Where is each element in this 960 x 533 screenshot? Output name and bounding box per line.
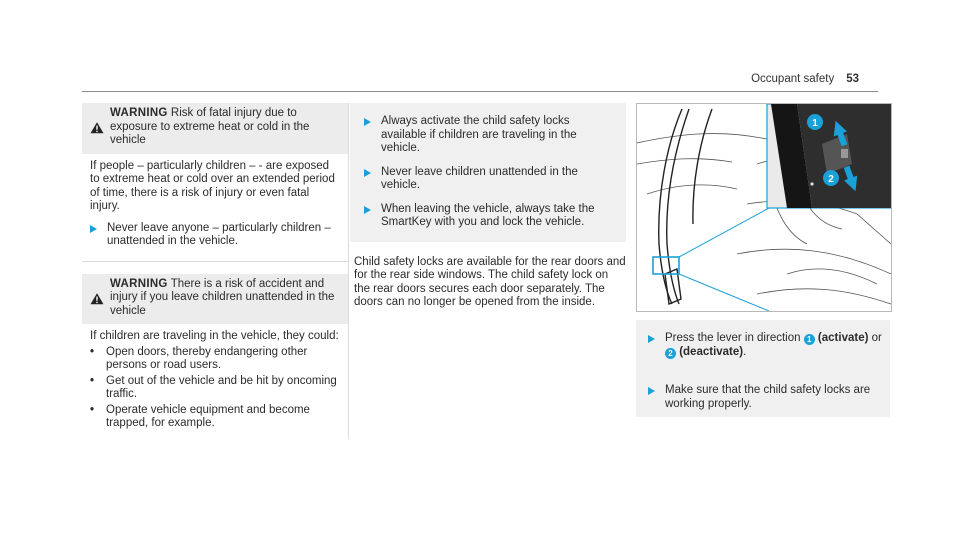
running-head <box>751 73 859 85</box>
warning-triangle-icon <box>90 279 104 319</box>
badge-2-label: 2 <box>828 174 834 185</box>
warning-step <box>90 222 340 249</box>
instruction-step-text: Never leave children unattended in the vehicle. <box>381 165 578 191</box>
direction-badge-2: 2 <box>665 348 676 359</box>
list-item-text: Operate vehicle equipment and become trapped, for example. <box>106 403 310 429</box>
or-text: or <box>871 332 882 344</box>
child-safety-steps-box <box>350 103 626 242</box>
step-arrow-icon <box>364 206 371 214</box>
list-item-text: Get out of the vehicle and be hit by oncoming traffic. <box>106 374 337 400</box>
instruction-step-text: Make sure that the child safety locks are working properly. <box>665 384 871 410</box>
warnings-column <box>82 103 348 439</box>
divider <box>82 261 348 262</box>
step-arrow-icon <box>90 225 97 233</box>
warning-box-heat <box>82 103 348 257</box>
period-text: . <box>743 345 747 358</box>
instruction-step <box>364 203 616 230</box>
step-arrow-icon <box>364 169 371 177</box>
list-item <box>90 375 340 402</box>
instruction-step-text: When leaving the vehicle, always take the SmartKey with you and lock the vehicle. <box>381 202 595 228</box>
child-safety-paragraph: Child safety locks are available for the rear doors and for the rear side windows. The child safety lock on the rear doors secures each door separately. The doors can no longer be opened from the inside. <box>354 255 626 308</box>
step-arrow-icon <box>648 387 655 395</box>
instruction-step <box>648 332 882 359</box>
header-rule <box>82 91 878 92</box>
child-lock-illustration <box>636 103 892 312</box>
bullet-icon: • <box>90 374 95 387</box>
warning-body-text: If children are traveling in the vehicle, they could: <box>90 330 339 342</box>
warning-title-text: Risk of fatal injury due to exposure to extreme heat or cold in the vehicle <box>110 107 310 146</box>
warning-bullet-list <box>90 346 340 431</box>
instruction-step-text <box>665 332 882 359</box>
instruction-step <box>364 115 616 156</box>
step-arrow-icon <box>364 118 371 126</box>
warning-header <box>82 103 348 154</box>
instruction-step <box>364 166 616 193</box>
deactivate-label: (deactivate) <box>679 345 744 358</box>
warning-triangle-icon <box>90 108 104 148</box>
lever-steps-box-cont <box>636 384 890 417</box>
car-door-drawing <box>637 104 891 311</box>
step-text: Press the lever in direction <box>665 332 801 344</box>
instruction-step <box>648 384 882 411</box>
child-safety-column <box>350 103 626 310</box>
list-item <box>90 346 340 373</box>
step-arrow-icon <box>648 335 655 343</box>
warning-box-unattended <box>82 274 348 439</box>
list-item-text: Open doors, thereby endangering other persons or road users. <box>106 345 308 371</box>
warning-title <box>110 278 342 319</box>
column-divider <box>348 103 349 439</box>
section-title: Occupant safety <box>751 73 835 85</box>
instruction-step-text: Always activate the child safety locks available if children are traveling in the vehicle. <box>381 115 577 154</box>
warning-body <box>82 154 348 257</box>
warning-step-text: Never leave anyone – particularly children – unattended in the vehicle. <box>107 221 331 247</box>
warning-label: WARNING <box>110 277 168 290</box>
bullet-icon: • <box>90 403 95 416</box>
lever-steps-box <box>636 320 890 384</box>
badge-1-label: 1 <box>812 118 818 129</box>
page-number: 53 <box>846 73 859 85</box>
activate-label: (activate) <box>817 332 869 344</box>
warning-header <box>82 274 348 325</box>
list-item <box>90 404 340 431</box>
warning-title <box>110 107 342 148</box>
bullet-icon: • <box>90 345 95 358</box>
warning-label: WARNING <box>110 107 168 119</box>
warning-body-text: If people – particularly children – - are exposed to extreme heat or cold over an extended period of time, there is a risk of injury or even fatal injury. <box>90 159 335 212</box>
warning-body <box>82 324 348 439</box>
direction-badge-1: 1 <box>804 334 815 345</box>
warning-title-text: There is a risk of accident and injury if you leave children unattended in the vehicle <box>110 277 335 317</box>
